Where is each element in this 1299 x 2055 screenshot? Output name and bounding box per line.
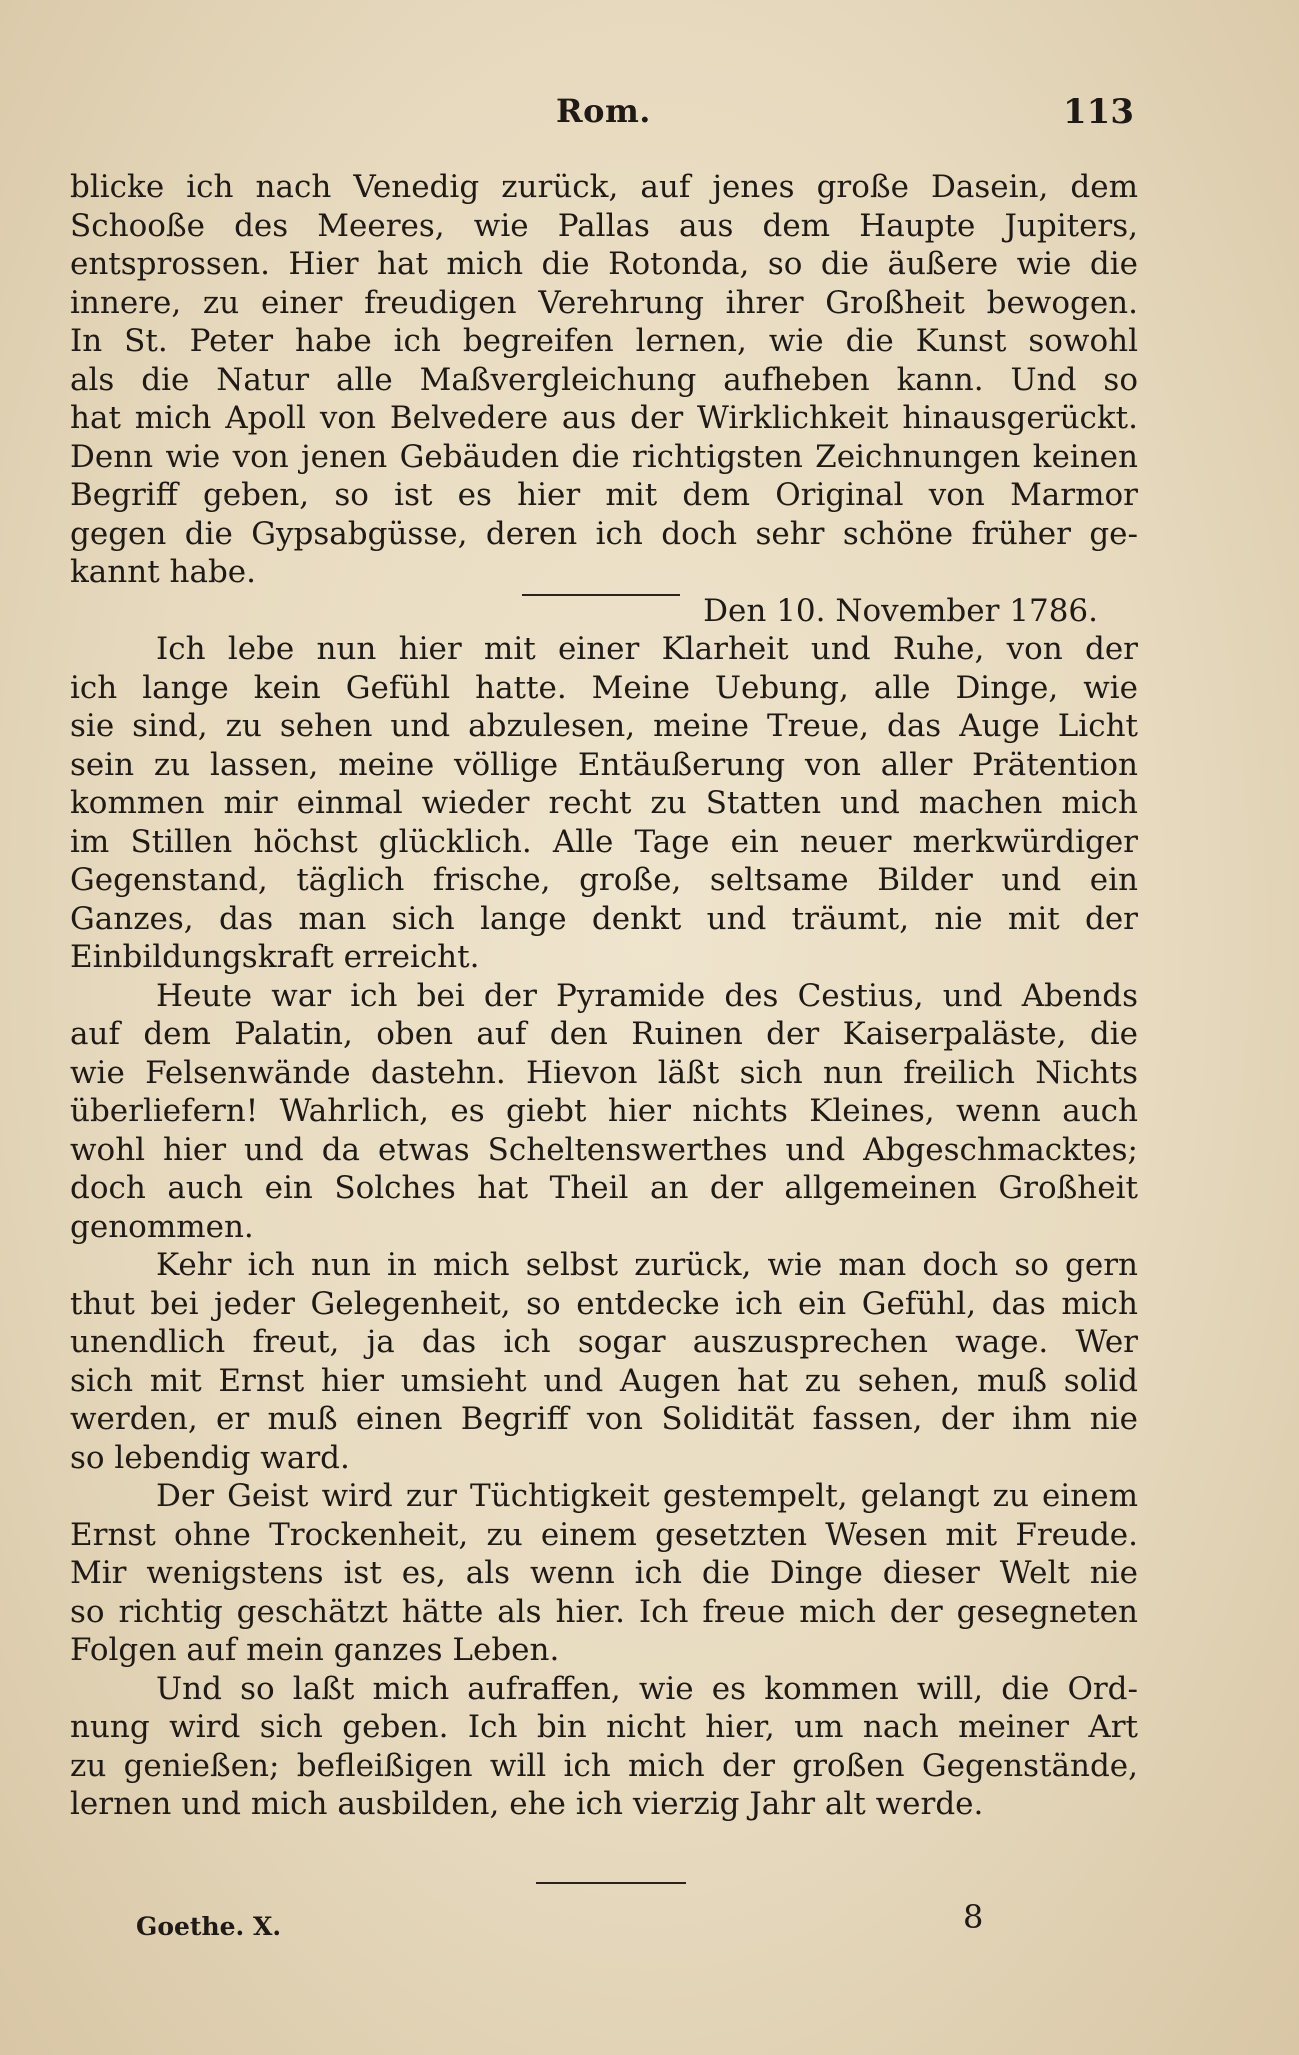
body-text — [70, 168, 1138, 1824]
text-line: Ernst ohne Trockenheit, zu einem gesetzten Wesen mit Freude. — [70, 1516, 1138, 1553]
text-line: Ganzes, das man sich lange denkt und träumt, nie mit der — [70, 900, 1138, 937]
text-line: nung wird sich geben. Ich bin nicht hier, um nach meiner Art — [70, 1709, 1138, 1745]
page-footer — [0, 1898, 1299, 1948]
text-line: In St. Peter habe ich begreifen lernen, wie die Kunst sowohl — [70, 323, 1138, 359]
text-line: thut bei jeder Gelegenheit, so entdecke ich ein Gefühl, das mich — [70, 1285, 1138, 1322]
text-line: Kehr ich nun in mich selbst zurück, wie man doch so gern — [156, 1247, 1138, 1283]
running-title: Rom. — [556, 92, 651, 130]
end-divider — [536, 1882, 686, 1884]
text-line: Heute war ich bei der Pyramide des Cestius, und Abends — [156, 977, 1138, 1014]
dateline: Den 10. November 1786. — [703, 592, 1098, 629]
text-line: überliefern! Wahrlich, es giebt hier nichts Kleines, wenn auch — [70, 1093, 1138, 1129]
text-line: Der Geist wird zur Tüchtigkeit gestempelt, gelangt zu einem — [156, 1478, 1138, 1514]
text-line: Schooße des Meeres, wie Pallas aus dem Haupte Jupiters, — [70, 207, 1138, 244]
text-line: kommen mir einmal wieder recht zu Statten und machen mich — [70, 785, 1138, 821]
text-line: genommen. — [70, 1208, 254, 1245]
text-line: kannt habe. — [70, 554, 256, 590]
text-line: Mir wenigstens ist es, als wenn ich die Dinge dieser Welt nie — [70, 1555, 1138, 1591]
text-line: werden, er muß einen Begriff von Solidität fassen, der ihm nie — [70, 1401, 1138, 1437]
text-line: ich lange kein Gefühl hatte. Meine Uebung, alle Dinge, wie — [70, 669, 1138, 706]
text-line: gegen die Gypsabgüsse, deren ich doch sehr schöne früher ge- — [70, 515, 1138, 552]
text-line: Denn wie von jenen Gebäuden die richtigsten Zeichnungen keinen — [70, 438, 1138, 475]
page-number: 113 — [1063, 92, 1134, 132]
text-line: so richtig geschätzt hätte als hier. Ich freue mich der gesegneten — [70, 1593, 1138, 1630]
text-line: Und so laßt mich aufraffen, wie es kommen will, die Ord- — [156, 1670, 1138, 1707]
text-line: Einbildungskraft erreicht. — [70, 939, 480, 975]
text-line: wohl hier und da etwas Scheltenswerthes und Abgeschmacktes; — [70, 1131, 1138, 1168]
text-line: lernen und mich ausbilden, ehe ich vierzig Jahr alt werde. — [70, 1786, 984, 1822]
text-line: unendlich freut, ja das ich sogar auszusprechen wage. Wer — [70, 1324, 1138, 1360]
text-line: Gegenstand, täglich frische, große, seltsame Bilder und ein — [70, 862, 1138, 898]
sheet-number: 8 — [963, 1898, 984, 1936]
printer-signature: Goethe. X. — [136, 1912, 282, 1941]
section-divider — [522, 594, 680, 596]
text-line: entsprossen. Hier hat mich die Rotonda, so die äußere wie die — [70, 246, 1138, 282]
text-line: wie Felsenwände dastehn. Hievon läßt sich nun freilich Nichts — [70, 1054, 1138, 1091]
text-line: Ich lebe nun hier mit einer Klarheit und Ruhe, von der — [156, 631, 1138, 667]
text-line: als die Natur alle Maßvergleichung aufheben kann. Und so — [70, 361, 1138, 398]
text-line: so lebendig ward. — [70, 1439, 350, 1476]
text-line: auf dem Palatin, oben auf den Ruinen der Kaiserpaläste, die — [70, 1016, 1138, 1052]
running-head — [0, 92, 1299, 142]
text-line: blicke ich nach Venedig zurück, auf jenes große Dasein, dem — [70, 169, 1138, 205]
text-line: im Stillen höchst glücklich. Alle Tage ein neuer merkwürdiger — [70, 823, 1138, 860]
text-line: doch auch ein Solches hat Theil an der allgemeinen Großheit — [70, 1170, 1138, 1206]
text-line: innere, zu einer freudigen Verehrung ihrer Großheit bewogen. — [70, 284, 1138, 321]
text-line: zu genießen; befleißigen will ich mich der großen Gegenstände, — [70, 1747, 1138, 1784]
text-line: sein zu lassen, meine völlige Entäußerung von aller Prätention — [70, 746, 1138, 783]
text-line: hat mich Apoll von Belvedere aus der Wirklichkeit hinausgerückt. — [70, 400, 1138, 436]
text-line: sich mit Ernst hier umsieht und Augen hat zu sehen, muß solid — [70, 1362, 1138, 1399]
text-line: sie sind, zu sehen und abzulesen, meine Treue, das Auge Licht — [70, 708, 1138, 744]
text-line: Folgen auf mein ganzes Leben. — [70, 1632, 560, 1668]
text-line: Begriff geben, so ist es hier mit dem Original von Marmor — [70, 477, 1138, 513]
